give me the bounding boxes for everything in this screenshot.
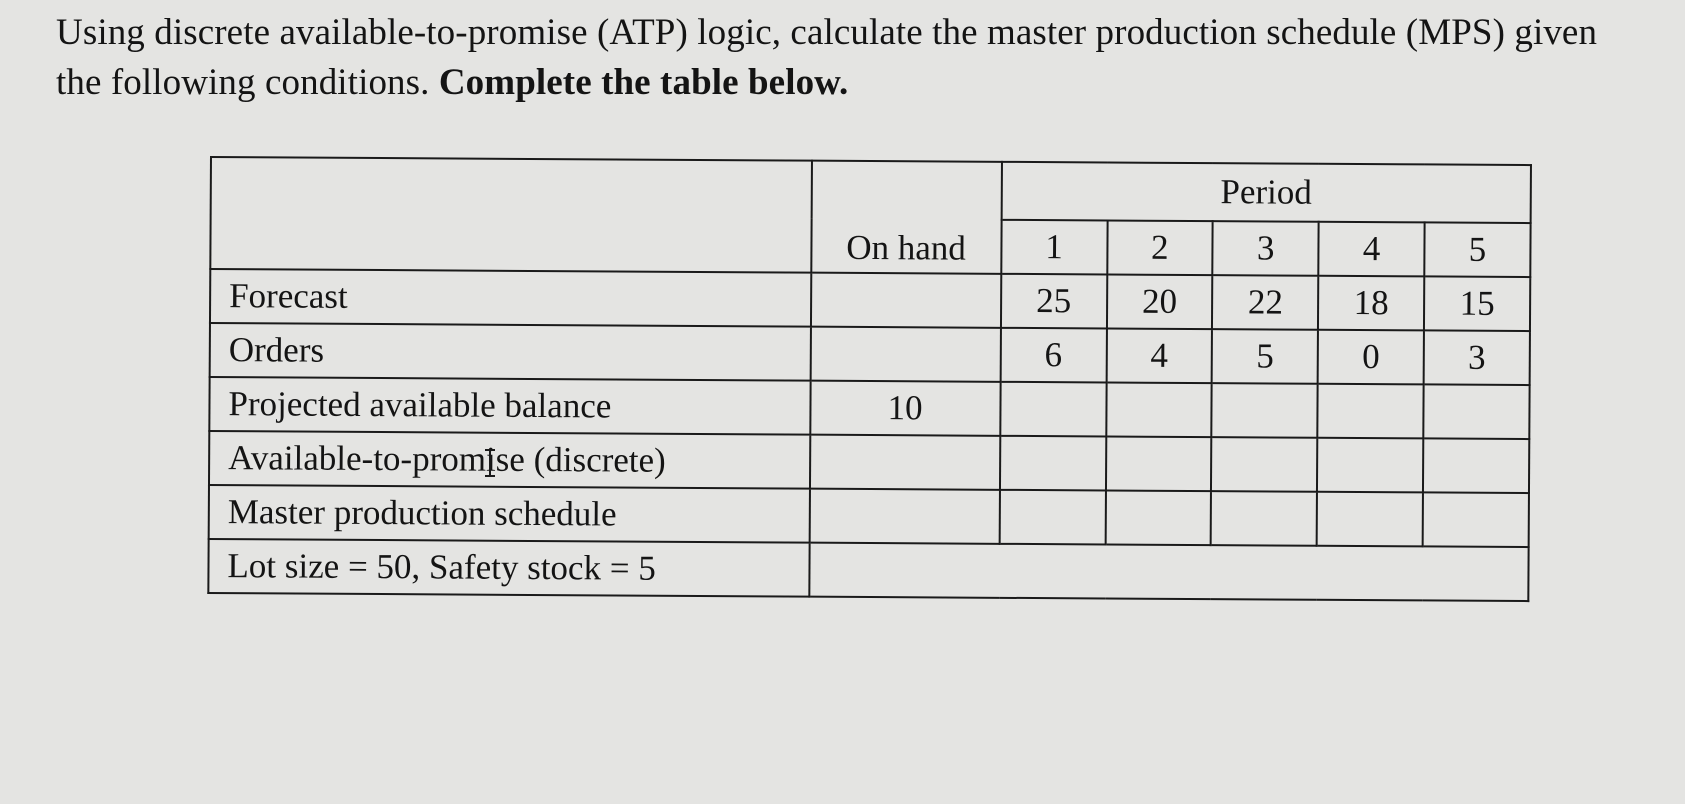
- mps-on-hand[interactable]: [809, 489, 999, 544]
- pab-label: Projected available balance: [209, 377, 810, 435]
- pab-period-1[interactable]: [1000, 382, 1106, 437]
- conditions-row: [208, 539, 1528, 601]
- period-5-header: 5: [1424, 222, 1530, 277]
- orders-label: Orders: [210, 323, 811, 381]
- question-instruction: Using discrete available-to-promise (ATP) logic, calculate the master production schedule (MPS) given the following conditions.: [56, 12, 1598, 103]
- mps-period-1[interactable]: [999, 490, 1105, 545]
- orders-period-3: 5: [1212, 329, 1318, 384]
- period-header: Period: [1001, 162, 1531, 223]
- pab-row: [209, 377, 1529, 439]
- orders-on-hand: [810, 327, 1000, 382]
- mps-label: Master production schedule: [209, 485, 810, 543]
- forecast-row: [210, 269, 1530, 331]
- pab-period-4[interactable]: [1317, 384, 1423, 439]
- conditions-blank-cell: [809, 543, 1529, 601]
- atp-period-2[interactable]: [1105, 436, 1211, 491]
- mps-period-4[interactable]: [1317, 492, 1423, 547]
- forecast-on-hand: [811, 273, 1001, 328]
- forecast-label: Forecast: [210, 269, 811, 327]
- header-row-period: [211, 157, 1531, 223]
- question-text: [56, 8, 1616, 108]
- period-4-header: 4: [1318, 222, 1424, 277]
- forecast-period-4: 18: [1318, 276, 1424, 331]
- text-cursor-icon: [483, 448, 497, 478]
- orders-period-4: 0: [1318, 330, 1424, 385]
- mps-period-3[interactable]: [1211, 491, 1317, 546]
- mps-period-2[interactable]: [1105, 490, 1211, 545]
- question-emphasis: Complete the table below.: [438, 62, 849, 103]
- atp-row: [209, 431, 1529, 493]
- atp-period-5[interactable]: [1423, 438, 1529, 493]
- on-hand-header: On hand: [811, 161, 1002, 274]
- period-2-header: 2: [1107, 220, 1213, 275]
- forecast-period-5: 15: [1424, 276, 1530, 331]
- mps-table: [207, 156, 1532, 602]
- period-1-header: 1: [1001, 220, 1107, 275]
- atp-period-1[interactable]: [1000, 436, 1106, 491]
- period-3-header: 3: [1213, 221, 1319, 276]
- mps-row: [209, 485, 1529, 547]
- header-corner-cell: [210, 157, 811, 273]
- pab-period-2[interactable]: [1106, 382, 1212, 437]
- orders-period-5: 3: [1424, 330, 1530, 385]
- pab-period-5[interactable]: [1423, 384, 1529, 439]
- atp-on-hand[interactable]: [810, 435, 1000, 490]
- orders-row: [210, 323, 1530, 385]
- forecast-period-3: 22: [1212, 275, 1318, 330]
- atp-period-4[interactable]: [1317, 438, 1423, 493]
- pab-period-3[interactable]: [1212, 383, 1318, 438]
- mps-period-5[interactable]: [1423, 492, 1529, 547]
- atp-period-3[interactable]: [1211, 437, 1317, 492]
- forecast-period-1: 25: [1001, 274, 1107, 329]
- pab-on-hand: 10: [810, 381, 1000, 436]
- atp-label: Available-to-promise (discrete): [209, 431, 810, 489]
- conditions-label: Lot size = 50, Safety stock = 5: [208, 539, 809, 597]
- forecast-period-2: 20: [1106, 274, 1212, 329]
- orders-period-1: 6: [1000, 328, 1106, 383]
- mps-table-container: [207, 156, 1532, 602]
- orders-period-2: 4: [1106, 328, 1212, 383]
